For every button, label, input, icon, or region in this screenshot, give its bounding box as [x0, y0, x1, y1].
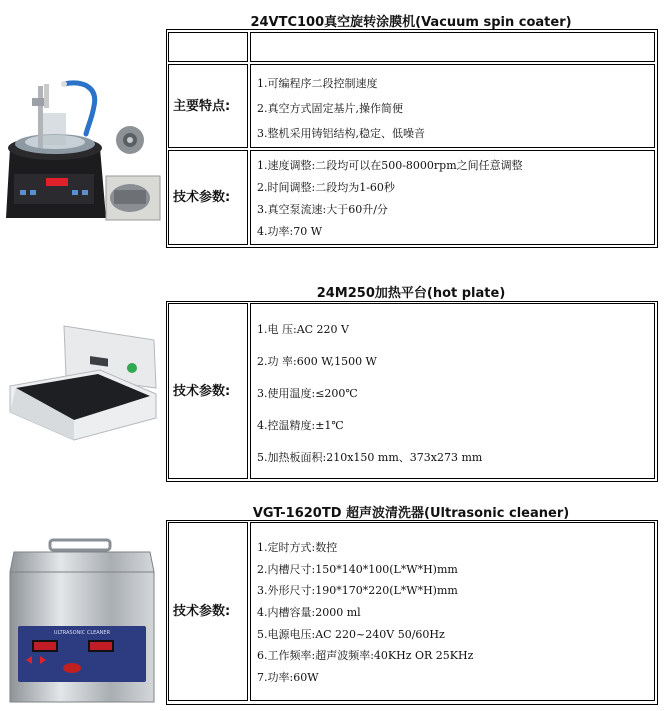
specs-label: 技术参数:	[168, 303, 248, 479]
specs-list	[250, 303, 655, 479]
ultrasonic-cleaner-table	[166, 520, 658, 705]
hot-plate-title: 24M250加热平台(hot plate)	[316, 286, 506, 301]
list-item: 3.外形尺寸:190*170*220(L*W*H)mm	[257, 584, 458, 598]
list-item: 2.真空方式固定基片,操作简便	[257, 102, 403, 115]
list-item: 3.整机采用铸铝结构,稳定、低噪音	[257, 127, 425, 140]
spin-coater-image	[2, 78, 164, 228]
features-list	[250, 64, 655, 148]
spin-coater-title: 24VTC100真空旋转涂膜机(Vacuum spin coater)	[250, 15, 572, 30]
specs-label: 技术参数:	[168, 522, 248, 701]
empty-cell	[250, 32, 655, 62]
list-item: 1.定时方式:数控	[257, 541, 338, 554]
list-item: 6.工作频率:超声波频率:40KHz OR 25KHz	[257, 649, 474, 663]
list-item: 3.使用温度:≤200℃	[257, 387, 358, 400]
empty-cell	[168, 32, 248, 62]
list-item: 4.内槽容量:2000 ml	[257, 606, 361, 620]
specs-label: 技术参数:	[168, 150, 248, 245]
list-item: 1.可编程序二段控制速度	[257, 77, 378, 90]
list-item: 4.功率:70 W	[257, 225, 323, 238]
list-item: 2.内槽尺寸:150*140*100(L*W*H)mm	[257, 562, 458, 576]
ultrasonic-panel-label: ULTRASONIC CLEANER	[53, 630, 111, 636]
features-label: 主要特点:	[168, 64, 248, 148]
list-item: 2.功 率:600 W,1500 W	[257, 355, 377, 368]
ultrasonic-cleaner-title: VGT-1620TD 超声波清洗器(Ultrasonic cleaner)	[252, 506, 570, 521]
list-item: 5.电源电压:AC 220~240V 50/60Hz	[257, 627, 445, 641]
list-item: 4.控温精度:±1℃	[257, 419, 344, 432]
specs-list	[250, 150, 655, 245]
ultrasonic-cleaner-image	[2, 528, 162, 708]
list-item: 1.速度调整:二段均可以在500-8000rpm之间任意调整	[257, 159, 523, 172]
list-item: 1.电 压:AC 220 V	[257, 323, 349, 336]
spin-coater-table	[166, 29, 658, 248]
hot-plate-table	[166, 301, 658, 482]
list-item: 2.时间调整:二段均为1-60秒	[257, 181, 395, 194]
list-item: 7.功率:60W	[257, 671, 319, 685]
hot-plate-image	[4, 318, 162, 446]
list-item: 3.真空泵流速:大于60升/分	[257, 203, 388, 216]
list-item: 5.加热板面积:210x150 mm、373x273 mm	[257, 451, 483, 464]
specs-list	[250, 522, 655, 701]
